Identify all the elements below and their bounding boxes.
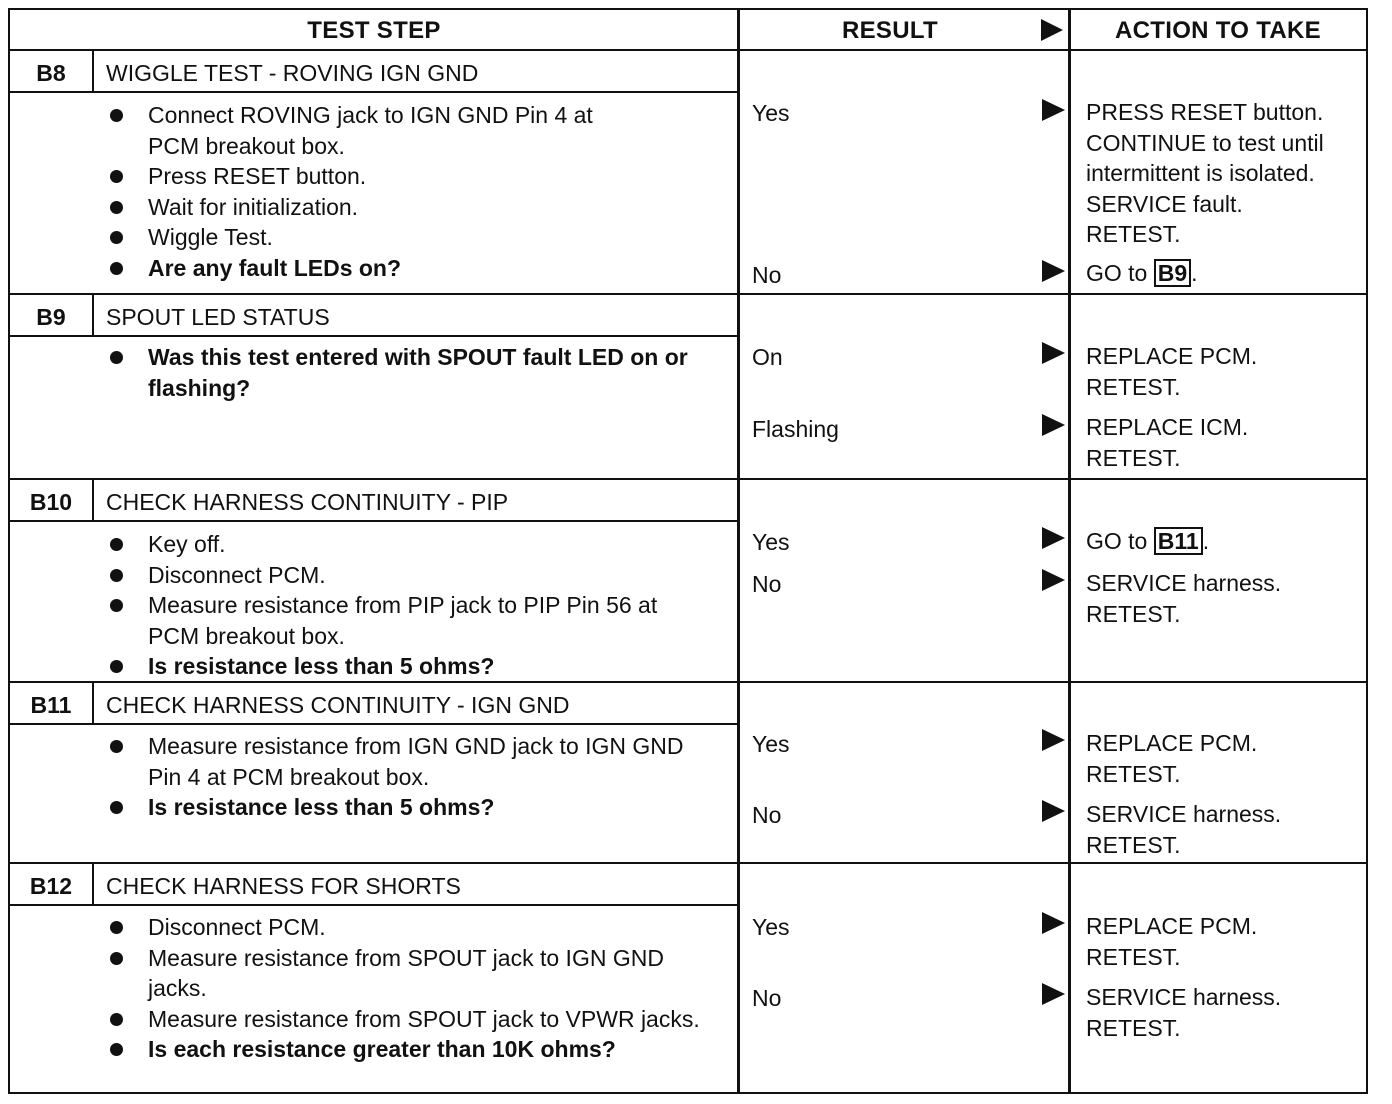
arrow-icon [1042,983,1065,1005]
instruction-item: Disconnect PCM. [10,912,710,943]
action-line: RETEST. [1086,831,1181,858]
result-yes: Yes [752,914,790,940]
action-line: REPLACE ICM. [1086,414,1249,440]
result-no: No [752,262,782,288]
action-suffix: . [1202,528,1210,554]
action-line: intermittent is isolated. [1086,160,1315,186]
step-id: B11 [10,683,94,723]
header-test-step: TEST STEP [307,17,441,44]
step-instructions [10,342,710,403]
action-line: RETEST. [1086,1014,1181,1041]
step-id: B9 [10,295,94,335]
result-no: No [752,985,782,1011]
test-step-b12 [10,864,738,1092]
instruction-question: Is resistance less than 5 ohms? [10,792,710,823]
step-id: B8 [10,51,94,91]
step-header [10,295,738,337]
action-text [1086,412,1248,473]
step-title: WIGGLE TEST - ROVING IGN GND [106,60,479,86]
action-text [1086,341,1257,402]
step-id: B12 [10,864,94,904]
action-line: REPLACE PCM. [1086,730,1258,756]
arrow-icon [1042,569,1065,591]
test-step-b9 [10,295,738,478]
header-action-to-take: ACTION TO TAKE [1115,17,1321,44]
action-suffix: . [1191,260,1198,286]
instruction-item: Measure resistance from SPOUT jack to IGN GND jacks. [10,943,710,1004]
result-no: No [752,571,782,597]
action-line: REPLACE PCM. [1086,913,1258,939]
test-step-b11 [10,683,738,862]
result-on: On [752,344,783,370]
arrow-icon [1042,800,1065,822]
arrow-icon [1042,414,1065,436]
step-header [10,480,738,522]
step-id: B10 [10,480,94,520]
arrow-icon [1042,99,1065,121]
instruction-item: Connect ROVING jack to IGN GND Pin 4 at PCM breakout box. [10,100,650,161]
instruction-item: Measure resistance from SPOUT jack to VPWR jacks. [10,1004,710,1035]
instruction-question: Was this test entered with SPOUT fault LED on or flashing? [10,342,710,403]
action-line: SERVICE harness. [1086,570,1282,596]
action-text [1086,728,1257,789]
action-line: RETEST. [1086,943,1181,970]
step-instructions [10,912,710,1065]
action-text [1086,568,1281,629]
step-header [10,51,738,93]
instruction-question: Are any fault LEDs on? [10,253,650,284]
result-flashing: Flashing [752,416,839,442]
step-title: CHECK HARNESS CONTINUITY - IGN GND [106,692,570,718]
action-line: CONTINUE to test until [1086,129,1324,156]
column-divider-action [1068,8,1071,1094]
action-line: RETEST. [1086,600,1181,627]
instruction-question: Is resistance less than 5 ohms? [10,651,710,682]
action-line: REPLACE PCM. [1086,343,1258,369]
action-text [1086,526,1209,557]
action-text [1086,799,1281,860]
action-line: RETEST. [1086,373,1181,400]
step-instructions [10,731,710,823]
step-reference: B9 [1154,259,1191,287]
action-line: RETEST. [1086,760,1181,787]
step-header [10,683,738,725]
action-text [1086,258,1198,289]
action-prefix: GO to [1086,528,1154,554]
header-result: RESULT [841,17,939,44]
step-header [10,864,738,906]
test-step-b8 [10,51,738,293]
step-title: CHECK HARNESS CONTINUITY - PIP [106,489,509,515]
action-text [1086,97,1324,250]
instruction-item: Key off. [10,529,710,560]
action-text [1086,982,1281,1043]
result-yes: Yes [752,731,790,757]
action-line: RETEST. [1086,444,1181,471]
action-line: SERVICE harness. [1086,801,1282,827]
result-no: No [752,802,782,828]
instruction-item: Wiggle Test. [10,222,650,253]
result-yes: Yes [752,100,790,126]
arrow-icon [1042,527,1065,549]
step-instructions [10,529,710,682]
test-step-b10 [10,480,738,681]
action-line: PRESS RESET button. [1086,99,1324,125]
arrow-icon [1042,342,1065,364]
result-yes: Yes [752,529,790,555]
action-line: RETEST. [1086,221,1181,247]
arrow-icon [1042,912,1065,934]
action-prefix: GO to [1086,260,1154,286]
instruction-item: Press RESET button. [10,161,650,192]
step-instructions [10,100,650,283]
action-text [1086,911,1257,972]
action-line: SERVICE fault. [1086,190,1243,217]
instruction-question: Is each resistance greater than 10K ohms? [10,1034,710,1065]
instruction-item: Measure resistance from IGN GND jack to IGN GND Pin 4 at PCM breakout box. [10,731,710,792]
arrow-icon [1042,729,1065,751]
action-line: SERVICE harness. [1086,984,1282,1010]
step-reference: B11 [1154,527,1203,555]
instruction-item: Measure resistance from PIP jack to PIP Pin 56 at PCM breakout box. [10,590,710,651]
step-title: CHECK HARNESS FOR SHORTS [106,873,461,899]
arrow-icon [1042,260,1065,282]
header-arrow-icon [1041,19,1063,41]
diagnostic-table [8,8,1368,1094]
step-title: SPOUT LED STATUS [106,304,330,330]
instruction-item: Disconnect PCM. [10,560,710,591]
instruction-item: Wait for initialization. [10,192,650,223]
